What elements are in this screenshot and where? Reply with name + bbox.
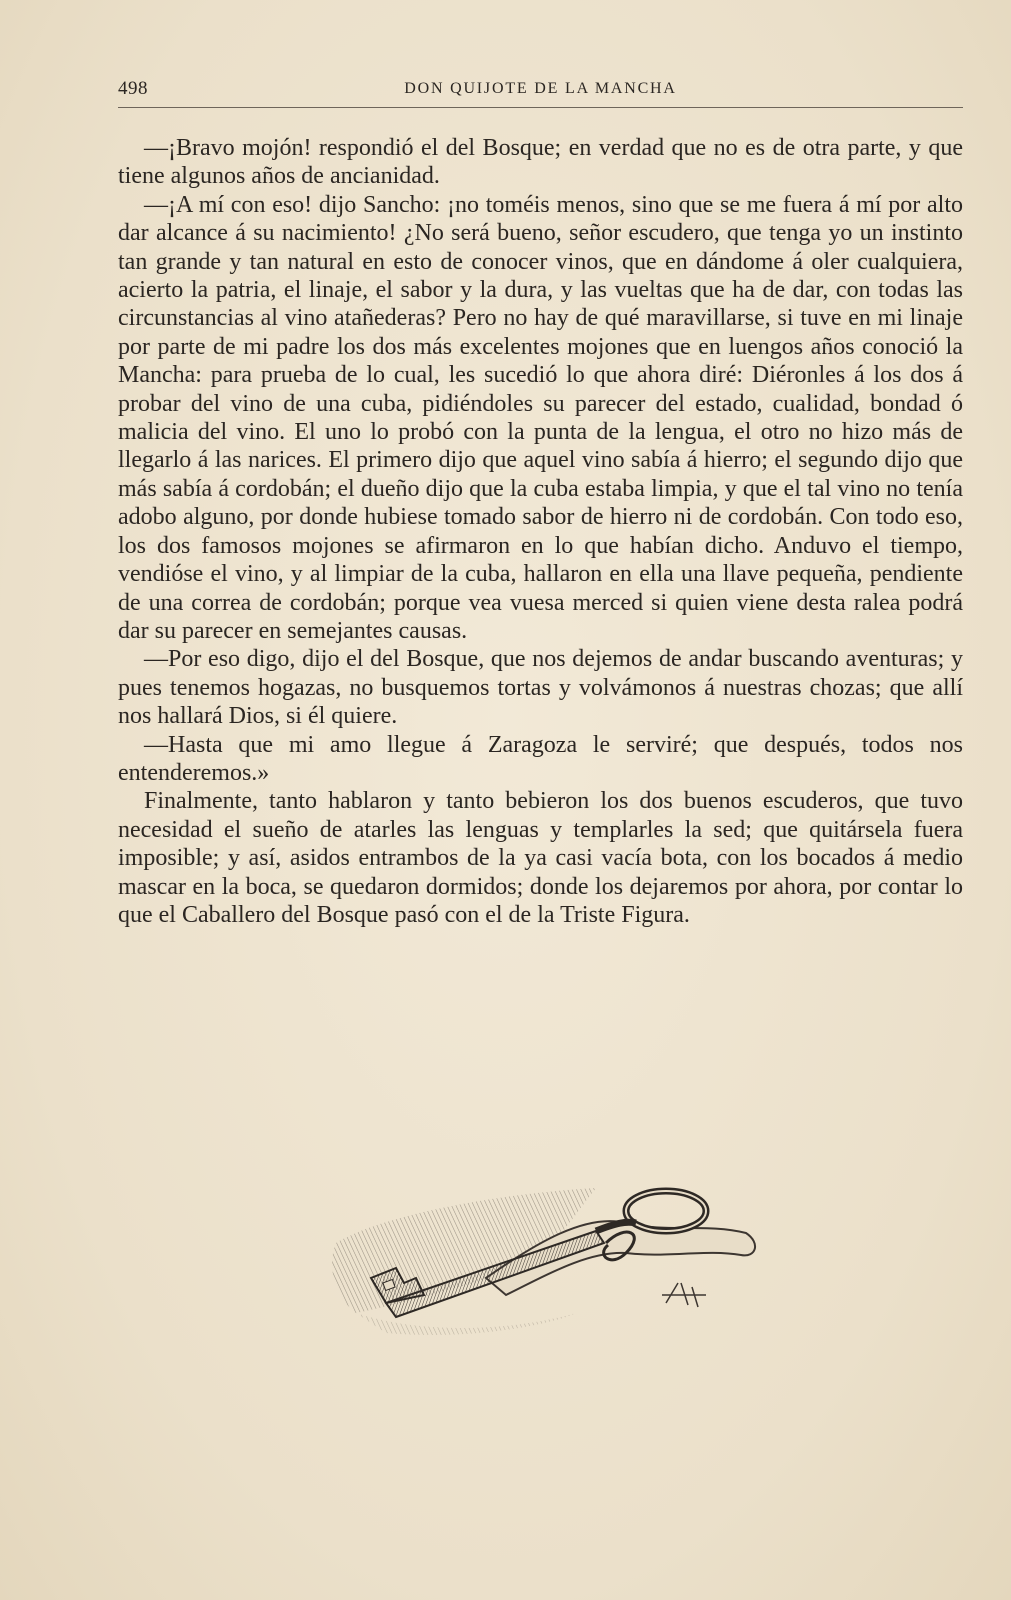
body-text xyxy=(118,134,963,929)
paragraph: —¡A mí con eso! dijo Sancho: ¡no toméis menos, sino que se me fuera á mí por alto dar alcance á su nacimiento! ¿No será bueno, señor escudero, que tenga yo un instinto tan grande y tan natural en esto de conocer vinos, que en dándome á oler cualquiera, acierto la patria, el linaje, el sabor y la dura, y las vueltas que ha de dar, con todas las circunstancias al vino atañederas? Pero no hay de qué maravillarse, si tuve en mi linaje por parte de mi padre los dos más excelentes mojones que en luengos años conoció la Mancha: para prueba de lo cual, les sucedió lo que ahora diré: Diéronles á los dos á probar del vino de una cuba, pidiéndoles su parecer del estado, cualidad, bondad ó malicia del vino. El uno lo probó con la punta de la lengua, el otro no hizo más de llegarlo á las narices. El primero dijo que aquel vino sabía á hierro; el segundo dijo que más sabía á cordobán; el dueño dijo que la cuba estaba limpia, y que el tal vino no tenía adobo alguno, por donde hubiese tomado sabor de hierro ni de cordobán. Con todo eso, los dos famosos mojones se afirmaron en lo que habían dicho. Anduvo el tiempo, vendióse el vino, y al limpiar de la cuba, hallaron en ella una llave pequeña, pendiente de una correa de cordobán; porque vea vuesa merced si quien viene desta ralea podrá dar su parecer en semejantes causas. xyxy=(118,191,963,644)
page-number: 498 xyxy=(118,78,148,99)
paragraph: —¡Bravo mojón! respondió el del Bosque; en verdad que no es de otra parte, y que tiene algunos años de ancianidad. xyxy=(118,135,963,190)
page-header xyxy=(118,76,963,106)
header-rule xyxy=(118,107,963,108)
running-title: DON QUIJOTE DE LA MANCHA xyxy=(404,80,677,97)
paragraph: Finalmente, tanto hablaron y tanto bebieron los dos buenos escuderos, que tuvo necesidad el sueño de atarles las lenguas y templarles la sed; que quitársela fuera imposible; y así, asidos entrambos de la ya casi vacía bota, con los bocados á medio mascar en la boca, se quedaron dormidos; donde los dejaremos por ahora, por contar lo que el Caballero del Bosque pasó con el de la Triste Figura. xyxy=(118,788,963,928)
paragraph: —Hasta que mi amo llegue á Zaragoza le serviré; que después, todos nos entenderemos.» xyxy=(118,731,963,786)
paragraph: —Por eso digo, dijo el del Bosque, que nos dejemos de andar buscando aventuras; y pues tenemos hogazas, no busquemos tortas y volvámonos á nuestras chozas; que allí nos hallará Dios, si él quiere. xyxy=(118,646,963,730)
key-with-strap-illustration xyxy=(326,1183,766,1343)
